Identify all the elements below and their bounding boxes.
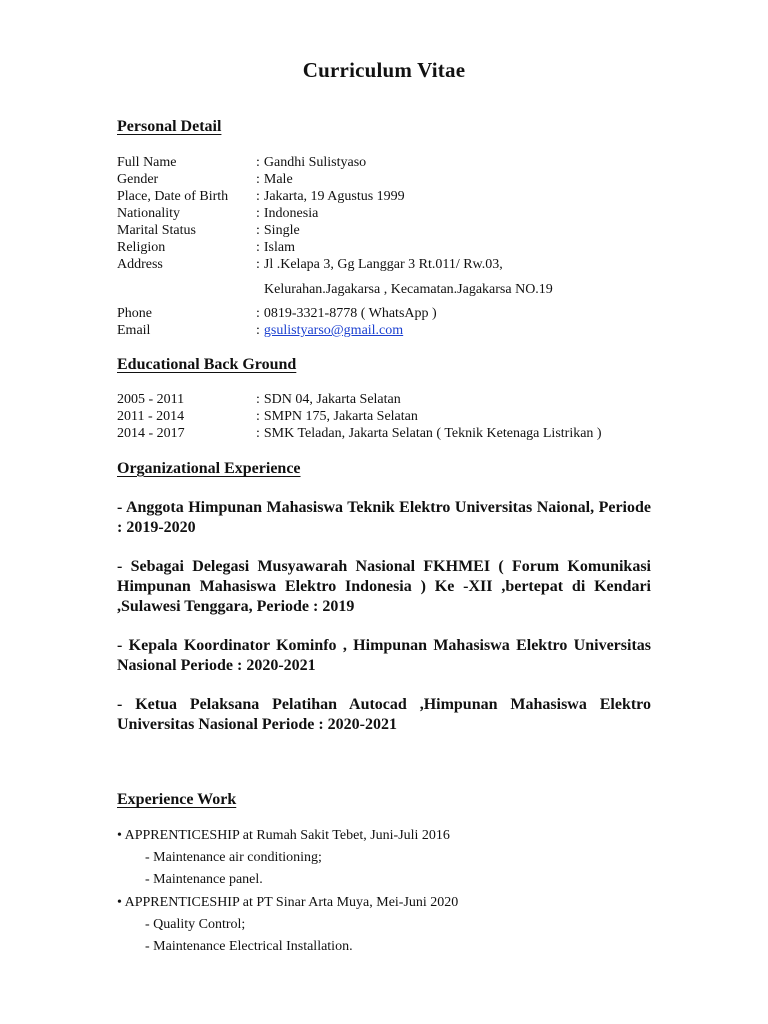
row-label: Nationality [117,206,180,221]
row-value: : Gandhi Sulistyaso [256,155,367,170]
row-label: Place, Date of Birth [117,189,229,204]
row-value: : SMPN 175, Jakarta Selatan [256,409,418,424]
row-label: Religion [117,240,166,255]
row-value-text: Jakarta, 19 Agustus 1999 [263,189,405,204]
row-value: : SDN 04, Jakarta Selatan [256,392,401,407]
work-item-detail: - Quality Control; [145,917,246,932]
experience-work-heading: Experience Work [117,791,237,808]
row-value: : SMK Teladan, Jakarta Selatan ( Teknik Ketenaga Listrikan ) [256,426,602,441]
row-value: : Jl .Kelapa 3, Gg Langgar 3 Rt.011/ Rw.03, [256,257,503,272]
education-years: 2011 - 2014 [117,409,185,424]
row-value: : Islam [256,240,295,255]
org-item: - Sebagai Delegasi Musyawarah Nasional FKHMEI ( Forum Komunikasi Himpunan Mahasiswa Elektro Indonesia ) Ke -XII ,bertepat di Kendari ,Sulawesi Tenggara, Periode : 2019 [117,558,651,615]
organizational-heading: Organizational Experience [117,460,301,477]
work-item-detail: - Maintenance air conditioning; [145,850,322,865]
work-item-title: • APPRENTICESHIP at Rumah Sakit Tebet, Juni-Juli 2016 [117,828,450,843]
work-item-title: • APPRENTICESHIP at PT Sinar Arta Muya, Mei-Juni 2020 [117,895,459,910]
row-value-text: Male [263,172,293,187]
education-school: SMK Teladan, Jakarta Selatan ( Teknik Ketenaga Listrikan ) [263,426,602,441]
row-value-text: Gandhi Sulistyaso [263,155,367,170]
address-line2: Kelurahan.Jagakarsa , Kecamatan.Jagakarsa NO.19 [264,282,553,297]
row-label: Gender [117,172,159,187]
row-label: Full Name [117,155,177,170]
row-value-text: Single [263,223,300,238]
row-value: : Indonesia [256,206,319,221]
row-label: Marital Status [117,223,196,238]
row-label: Address [117,257,163,272]
row-value: : gsulistyarso@gmail.com [256,323,404,338]
org-item: - Ketua Pelaksana Pelatihan Autocad ,Himpunan Mahasiswa Elektro Universitas Nasional Periode : 2020-2021 [117,696,651,733]
work-item-detail: - Maintenance panel. [145,872,263,887]
row-value-text: Jl .Kelapa 3, Gg Langgar 3 Rt.011/ Rw.03, [263,257,503,272]
page-title: Curriculum Vitae [302,58,466,82]
education-school: SMPN 175, Jakarta Selatan [263,409,418,424]
education-years: 2005 - 2011 [117,392,185,407]
email-link[interactable]: gsulistyarso@gmail.com [263,323,404,338]
row-value-text: Indonesia [263,206,319,221]
phone-value: 0819-3321-8778 ( WhatsApp ) [263,306,437,321]
personal-detail-heading: Personal Detail [117,118,222,135]
work-item-detail: - Maintenance Electrical Installation. [145,939,353,954]
org-item: - Anggota Himpunan Mahasiswa Teknik Elektro Universitas Naional, Periode : 2019-2020 [117,499,651,536]
education-school: SDN 04, Jakarta Selatan [263,392,401,407]
education-years: 2014 - 2017 [117,426,185,441]
row-value-text: Islam [263,240,295,255]
row-value: : 0819-3321-8778 ( WhatsApp ) [256,306,437,321]
row-value: : Jakarta, 19 Agustus 1999 [256,189,405,204]
education-heading: Educational Back Ground [117,356,297,373]
row-value: : Single [256,223,300,238]
org-item: - Kepala Koordinator Kominfo , Himpunan Mahasiswa Elektro Universitas Nasional Periode : 2020-2021 [117,637,651,674]
row-label: Email [117,323,151,338]
row-value: : Male [256,172,293,187]
row-label: Phone [117,306,152,321]
